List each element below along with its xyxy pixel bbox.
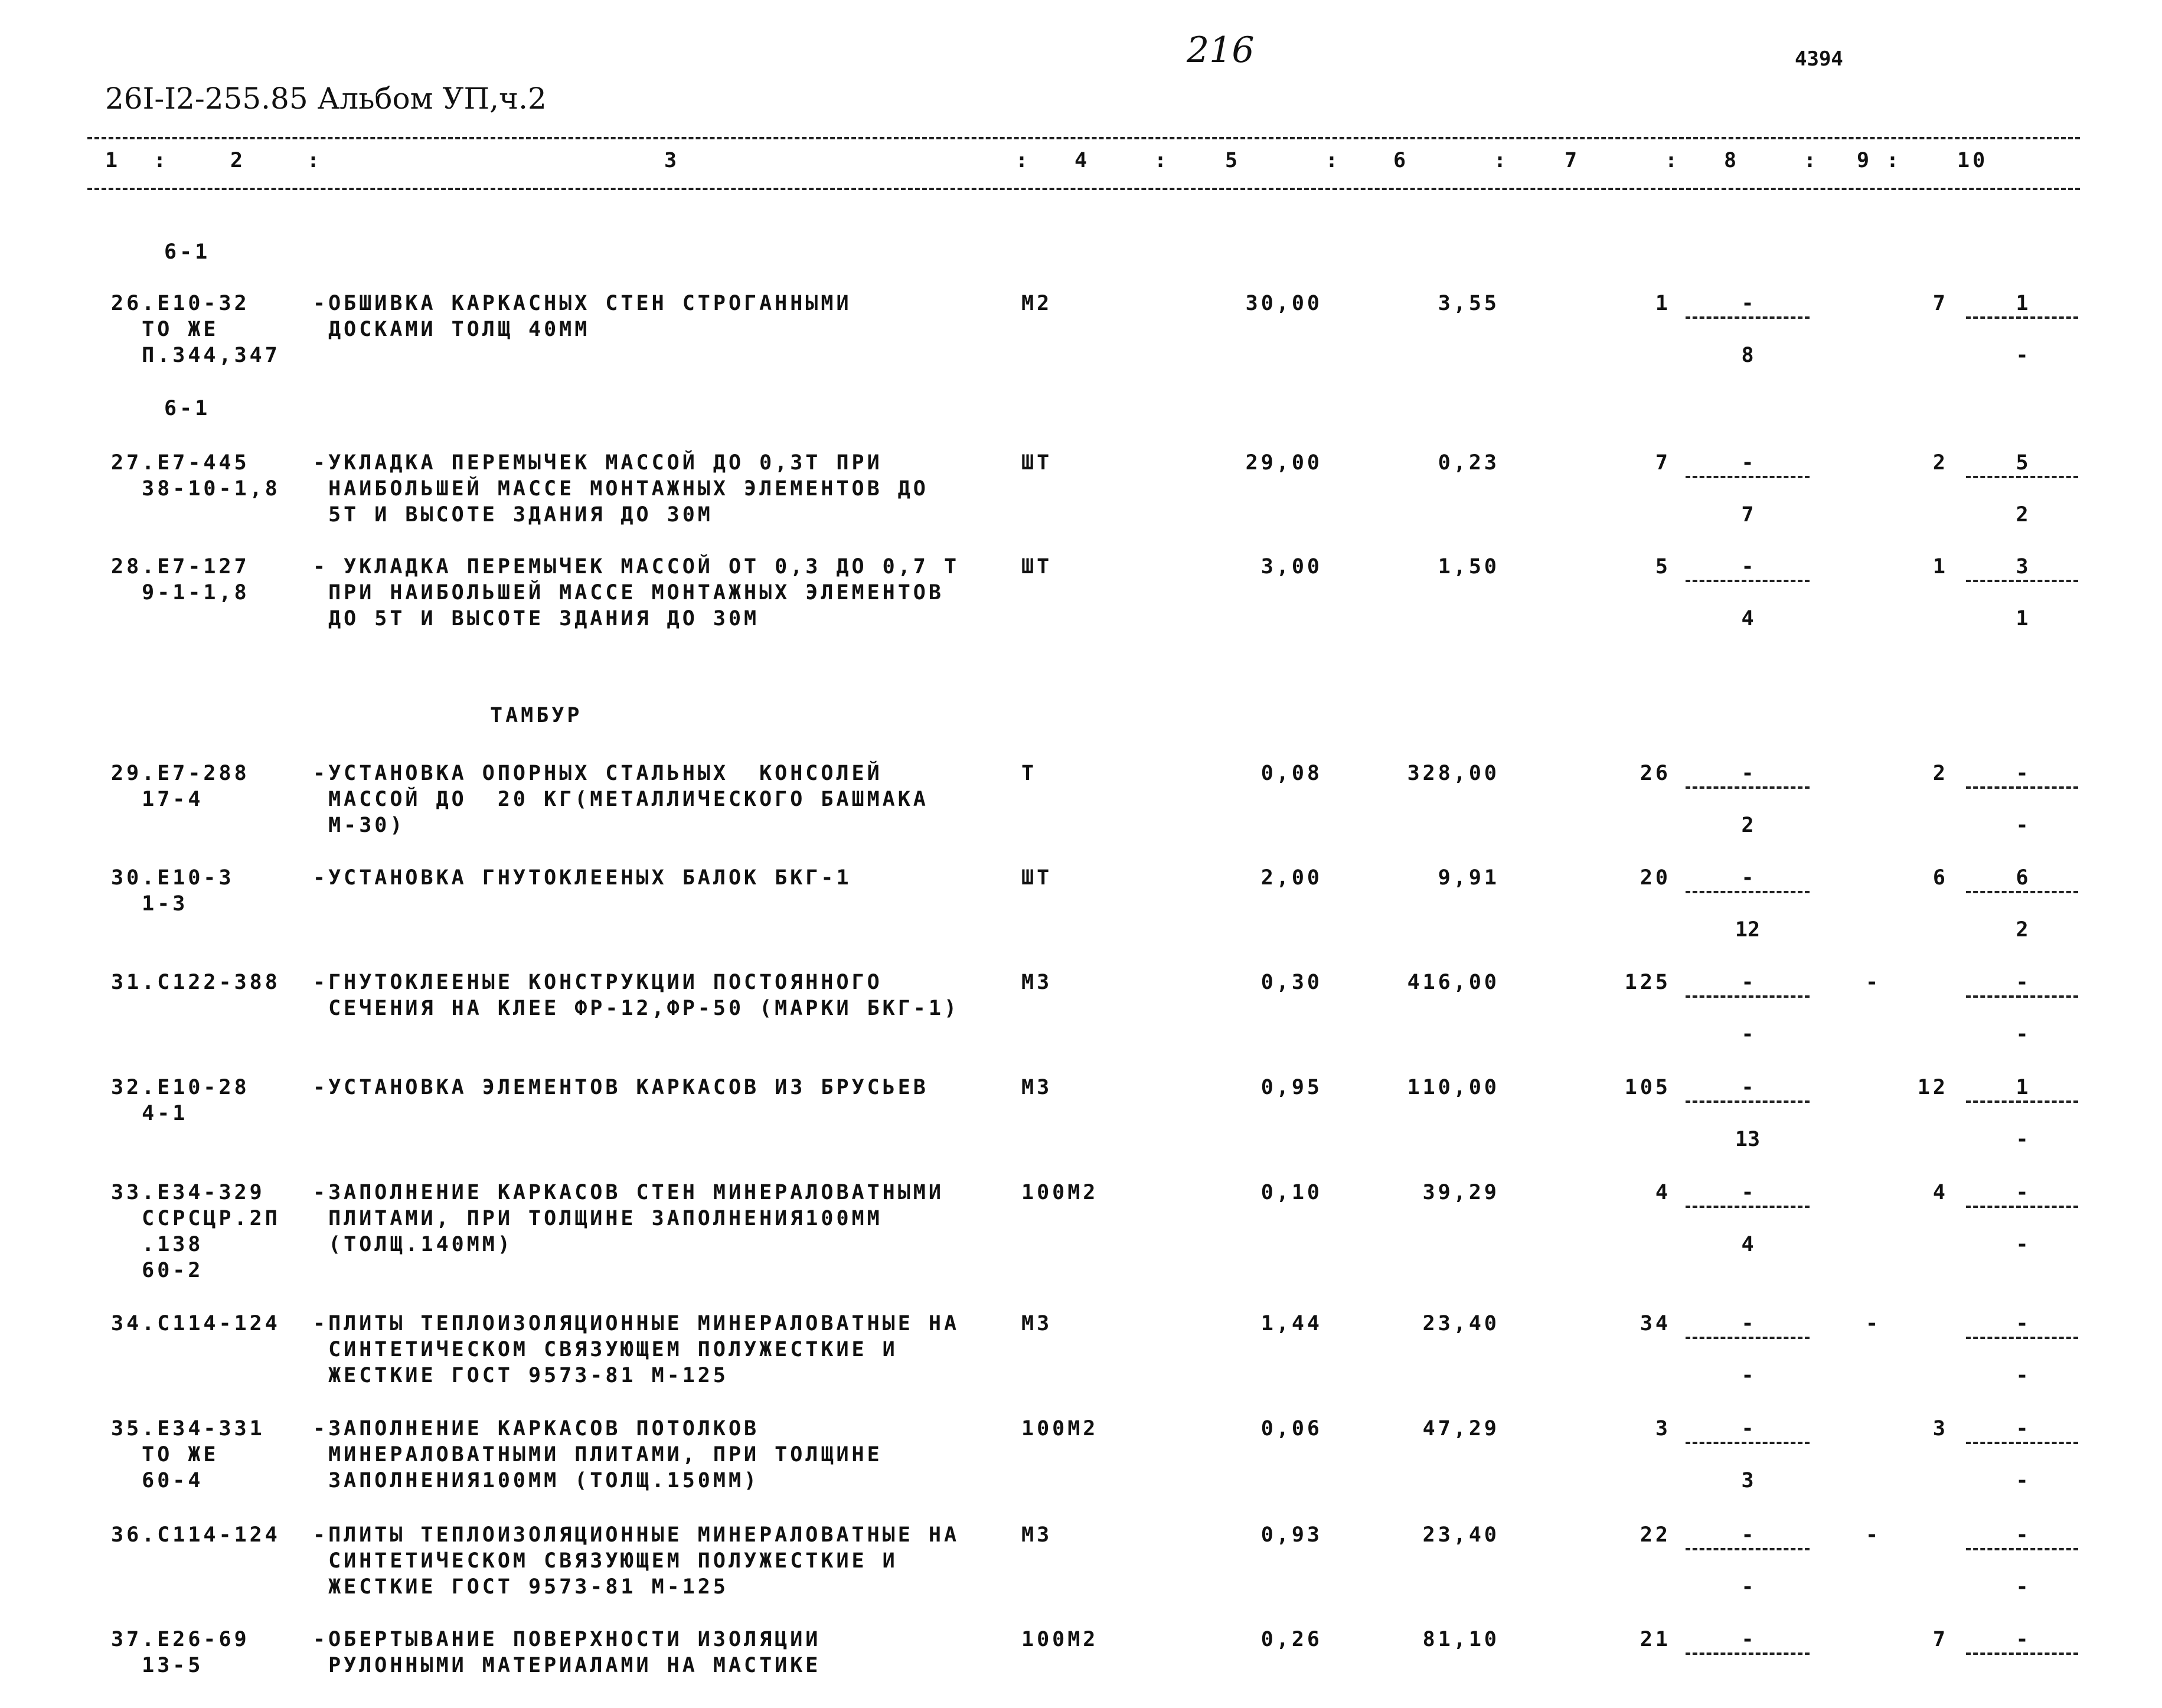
row-code: 31.С122-388: [111, 971, 280, 994]
row-col8-fraction: [1686, 290, 1810, 368]
row-col7: 22: [1640, 1523, 1671, 1547]
column-header-18: 10: [1957, 149, 1988, 172]
row-code: 30.Е10-3 1-3: [111, 866, 234, 916]
row-col8-top: -: [1741, 1523, 1754, 1547]
row-col7: 34: [1640, 1312, 1671, 1335]
row-col10-bar: [1966, 1653, 2078, 1655]
stamp-number: 4394: [1795, 47, 1843, 71]
row-col8-fraction: [1686, 1180, 1810, 1258]
row-col10-top: -: [2016, 1628, 2029, 1651]
row-col10-bottom: -: [2016, 814, 2029, 837]
row-col8-fraction: [1686, 1416, 1810, 1494]
row-col8-bar: [1686, 786, 1810, 789]
row-col8-bottom: -: [1741, 1575, 1754, 1599]
row-col10-top: 5: [2016, 451, 2029, 475]
row-quantity: 0,06: [1260, 1417, 1322, 1441]
row-col8-bottom: 4: [1741, 607, 1754, 631]
row-col8-bottom: 7: [1741, 503, 1754, 527]
row-col10-top: -: [2016, 1417, 2029, 1441]
row-col8-bar: [1686, 1206, 1810, 1208]
row-description: - УКЛАДКА ПЕРЕМЫЧЕК МАССОЙ ОТ 0,3 ДО 0,7 Т ПРИ НАИБОЛЬШЕЙ МАССЕ МОНТАЖНЫХ ЭЛЕМЕНТОВ ДО 5Т И ВЫСОТЕ ЗДАНИЯ ДО 30М: [313, 555, 960, 631]
row-col10-fraction: [1966, 760, 2078, 838]
column-header-1: :: [154, 149, 169, 172]
row-col8-top: -: [1741, 866, 1754, 890]
row-col10-top: 6: [2016, 866, 2029, 890]
row-col7: 105: [1624, 1076, 1671, 1099]
row-col10-bottom: -: [2016, 344, 2029, 367]
row-col10-fraction: [1966, 1180, 2078, 1258]
row-col7: 125: [1624, 971, 1671, 994]
row-unit: Т: [1021, 762, 1037, 785]
column-header-17: :: [1886, 149, 1902, 172]
row-code: 34.С114-124: [111, 1312, 280, 1335]
row-col8-fraction: [1686, 760, 1810, 838]
row-col10-left: 7: [1932, 1628, 1948, 1651]
row-col10-bottom: -: [2016, 1128, 2029, 1151]
row-col10-bar: [1966, 316, 2078, 319]
row-col8-fraction: [1686, 865, 1810, 943]
section-title: ТАМБУР: [490, 704, 583, 727]
row-col10-bar: [1966, 1548, 2078, 1550]
row-col10-bar: [1966, 1337, 2078, 1339]
row-col8-bottom: 3: [1741, 1469, 1754, 1493]
row-col8-bar: [1686, 995, 1810, 998]
row-col8-top: -: [1741, 971, 1754, 994]
row-unit-price: 9,91: [1438, 866, 1500, 890]
row-description: -УСТАНОВКА ОПОРНЫХ СТАЛЬНЫХ КОНСОЛЕЙ МАССОЙ ДО 20 КГ(МЕТАЛЛИЧЕСКОГО БАШМАКА М-30): [313, 762, 929, 837]
row-col8-bar: [1686, 580, 1810, 582]
row-col8-top: -: [1741, 1417, 1754, 1441]
row-code: 27.Е7-445 38-10-1,8: [111, 451, 280, 501]
row-col8-top: -: [1741, 1628, 1754, 1651]
row-col8-bar: [1686, 891, 1810, 893]
row-col8-bar: [1686, 1548, 1810, 1550]
row-quantity: 30,00: [1245, 292, 1322, 315]
row-col10-bottom: -: [2016, 1575, 2029, 1599]
row-col8-bottom: 8: [1741, 344, 1754, 367]
row-description: -ОБШИВКА КАРКАСНЫХ СТЕН СТРОГАННЫМИ ДОСКАМИ ТОЛЩ 40ММ: [313, 292, 852, 341]
row-col10-bar: [1966, 1442, 2078, 1444]
row-col8-top: -: [1741, 292, 1754, 315]
column-header-16: 9: [1857, 149, 1873, 172]
row-col10-bottom: 2: [2016, 503, 2029, 527]
row-code: 29.Е7-288 17-4: [111, 762, 250, 811]
row-col10-bottom: -: [2016, 1469, 2029, 1493]
row-description: -ГНУТОКЛЕЕНЫЕ КОНСТРУКЦИИ ПОСТОЯННОГО СЕЧЕНИЯ НА КЛЕЕ ФР-12,ФР-50 (МАРКИ БКГ-1): [313, 971, 960, 1020]
row-col10-fraction: [1966, 1627, 2078, 1678]
row-col8-bar: [1686, 316, 1810, 319]
row-quantity: 0,26: [1260, 1628, 1322, 1651]
row-col7: 26: [1640, 762, 1671, 785]
row-quantity: 0,30: [1260, 971, 1322, 994]
row-unit: 100М2: [1021, 1417, 1099, 1441]
column-header-0: 1: [105, 149, 121, 172]
row-col10-left: 2: [1932, 762, 1948, 785]
row-col10-bar: [1966, 1100, 2078, 1103]
row-col10-fraction: [1966, 1075, 2078, 1152]
row-col10-bar: [1966, 786, 2078, 789]
row-col10-bar: [1966, 580, 2078, 582]
row-col10-left: 1: [1932, 555, 1948, 579]
row-col10-fraction: [1966, 1522, 2078, 1600]
row-col10-bar: [1966, 1206, 2078, 1208]
row-col10-fraction: [1966, 554, 2078, 632]
row-unit-price: 23,40: [1422, 1312, 1500, 1335]
row-col8-fraction: [1686, 969, 1810, 1047]
row-code: 37.Е26-69 13-5: [111, 1628, 250, 1677]
column-header-8: 5: [1225, 149, 1241, 172]
row-col9: -: [1866, 1523, 1882, 1547]
column-header-6: 4: [1075, 149, 1090, 172]
row-col7: 3: [1655, 1417, 1671, 1441]
row-col10-fraction: [1966, 865, 2078, 943]
row-col10-fraction: [1966, 1311, 2078, 1389]
row-col7: 5: [1655, 555, 1671, 579]
row-unit: М3: [1021, 1312, 1053, 1335]
row-quantity: 0,95: [1260, 1076, 1322, 1099]
row-quantity: 0,93: [1260, 1523, 1322, 1547]
row-col8-top: -: [1741, 1076, 1754, 1099]
row-unit-price: 81,10: [1422, 1628, 1500, 1651]
row-col10-bottom: -: [2016, 1233, 2029, 1256]
row-unit-price: 23,40: [1422, 1523, 1500, 1547]
column-header-2: 2: [230, 149, 246, 172]
row-col8-fraction: [1686, 1075, 1810, 1152]
column-header-11: :: [1494, 149, 1510, 172]
row-unit-price: 110,00: [1407, 1076, 1500, 1099]
column-header-12: 7: [1565, 149, 1580, 172]
row-col7: 20: [1640, 866, 1671, 890]
row-col8-bottom: 12: [1735, 918, 1761, 942]
row-col10-bar: [1966, 476, 2078, 478]
row-unit-price: 328,00: [1407, 762, 1500, 785]
column-header-14: 8: [1724, 149, 1740, 172]
row-col10-left: 7: [1932, 292, 1948, 315]
row-code: 28.Е7-127 9-1-1,8: [111, 555, 250, 605]
row-unit-price: 1,50: [1438, 555, 1500, 579]
document-title: 26I-I2-255.85 Альбом УП,ч.2: [105, 81, 547, 116]
row-col8-fraction: [1686, 554, 1810, 632]
row-col10-bottom: 2: [2016, 918, 2029, 942]
column-header-4: 3: [664, 149, 680, 172]
row-description: -ПЛИТЫ ТЕПЛОИЗОЛЯЦИОННЫЕ МИНЕРАЛОВАТНЫЕ НА СИНТЕТИЧЕСКОМ СВЯЗУЮЩЕМ ПОЛУЖЕСТКИЕ И ЖЕСТКИЕ ГОСТ 9573-81 М-125: [313, 1312, 960, 1387]
row-col10-left: 4: [1932, 1181, 1948, 1204]
row-col10-top: 1: [2016, 1076, 2029, 1099]
row-code: 36.С114-124: [111, 1523, 280, 1547]
row-unit-price: 0,23: [1438, 451, 1500, 475]
header-bottom-rule: [87, 188, 2080, 190]
row-quantity: 0,10: [1260, 1181, 1322, 1204]
row-unit: ШТ: [1021, 451, 1053, 475]
handwritten-page-number: 216: [1187, 30, 1255, 71]
row-col10-top: 1: [2016, 292, 2029, 315]
row-unit: ШТ: [1021, 866, 1053, 890]
column-header-3: :: [307, 149, 323, 172]
row-unit-price: 47,29: [1422, 1417, 1500, 1441]
row-col8-bar: [1686, 1442, 1810, 1444]
column-header-9: :: [1325, 149, 1341, 172]
row-col8-bottom: 2: [1741, 814, 1754, 837]
column-header-13: :: [1665, 149, 1681, 172]
row-quantity: 29,00: [1245, 451, 1322, 475]
row-col10-left: 6: [1932, 866, 1948, 890]
row-col9: -: [1866, 1312, 1882, 1335]
column-header-7: :: [1154, 149, 1170, 172]
row-col7: 1: [1655, 292, 1671, 315]
row-col10-bar: [1966, 995, 2078, 998]
row-col8-bottom: -: [1741, 1364, 1754, 1387]
row-col10-top: -: [2016, 1312, 2029, 1335]
row-quantity: 2,00: [1260, 866, 1322, 890]
row-col10-left: 3: [1932, 1417, 1948, 1441]
row-col10-fraction: [1966, 969, 2078, 1047]
row-unit: 100М2: [1021, 1181, 1099, 1204]
row-col10-bar: [1966, 891, 2078, 893]
row-col8-fraction: [1686, 450, 1810, 528]
row-col8-bottom: 13: [1735, 1128, 1761, 1151]
row-col8-bottom: -: [1741, 1023, 1754, 1046]
row-col8-top: -: [1741, 451, 1754, 475]
row-col10-fraction: [1966, 450, 2078, 528]
row-unit: М2: [1021, 292, 1053, 315]
row-col8-bar: [1686, 476, 1810, 478]
row-col8-fraction: [1686, 1311, 1810, 1389]
row-col8-top: -: [1741, 555, 1754, 579]
row-description: -ЗАПОЛНЕНИЕ КАРКАСОВ ПОТОЛКОВ МИНЕРАЛОВАТНЫМИ ПЛИТАМИ, ПРИ ТОЛЩИНЕ ЗАПОЛНЕНИЯ100ММ (ТОЛЩ.150ММ): [313, 1417, 883, 1493]
row-col8-bar: [1686, 1653, 1810, 1655]
row-code: 26.Е10-32 ТО ЖЕ П.344,347: [111, 292, 280, 367]
row-col10-top: -: [2016, 762, 2029, 785]
row-unit: М3: [1021, 1076, 1053, 1099]
row-code: 32.Е10-28 4-1: [111, 1076, 250, 1125]
row-description: -ОБЕРТЫВАНИЕ ПОВЕРХНОСТИ ИЗОЛЯЦИИ РУЛОННЫМИ МАТЕРИАЛАМИ НА МАСТИКЕ: [313, 1628, 821, 1677]
row-description: -УКЛАДКА ПЕРЕМЫЧЕК МАССОЙ ДО 0,3Т ПРИ НАИБОЛЬШЕЙ МАССЕ МОНТАЖНЫХ ЭЛЕМЕНТОВ ДО 5Т И ВЫСОТЕ ЗДАНИЯ ДО 30М: [313, 451, 929, 527]
row-col7: 7: [1655, 451, 1671, 475]
row-quantity: 3,00: [1260, 555, 1322, 579]
row-description: -УСТАНОВКА ГНУТОКЛЕЕНЫХ БАЛОК БКГ-1: [313, 866, 852, 890]
row-col10-left: 2: [1932, 451, 1948, 475]
row-description: -ПЛИТЫ ТЕПЛОИЗОЛЯЦИОННЫЕ МИНЕРАЛОВАТНЫЕ НА СИНТЕТИЧЕСКОМ СВЯЗУЮЩЕМ ПОЛУЖЕСТКИЕ И ЖЕСТКИЕ ГОСТ 9573-81 М-125: [313, 1523, 960, 1599]
row-description: -УСТАНОВКА ЭЛЕМЕНТОВ КАРКАСОВ ИЗ БРУСЬЕВ: [313, 1076, 929, 1099]
row-code: 35.Е34-331 ТО ЖЕ 60-4: [111, 1417, 265, 1493]
row-col9: -: [1866, 971, 1882, 994]
row-col8-top: -: [1741, 1181, 1754, 1204]
column-header-5: :: [1015, 149, 1031, 172]
row-col8-fraction: [1686, 1627, 1810, 1678]
row-unit: М3: [1021, 971, 1053, 994]
row-col10-left: 12: [1917, 1076, 1948, 1099]
row-col7: 4: [1655, 1181, 1671, 1204]
row-col8-bar: [1686, 1337, 1810, 1339]
row-unit: ШТ: [1021, 555, 1053, 579]
column-header-15: :: [1804, 149, 1820, 172]
row-col10-top: -: [2016, 1181, 2029, 1204]
column-header-10: 6: [1393, 149, 1409, 172]
row-quantity: 0,08: [1260, 762, 1322, 785]
row-quantity: 1,44: [1260, 1312, 1322, 1335]
row-col8-bottom: 4: [1741, 1233, 1754, 1256]
row-col8-top: -: [1741, 762, 1754, 785]
row-col10-bottom: -: [2016, 1364, 2029, 1387]
row-col10-bottom: -: [2016, 1023, 2029, 1046]
row-unit-price: 3,55: [1438, 292, 1500, 315]
row-code: 33.Е34-329 ССРСЦР.2П .138 60-2: [111, 1181, 280, 1282]
row-col10-fraction: [1966, 290, 2078, 368]
row-col10-fraction: [1966, 1416, 2078, 1494]
row-col10-top: -: [2016, 971, 2029, 994]
row-col10-top: -: [2016, 1523, 2029, 1547]
row-unit: 100М2: [1021, 1628, 1099, 1651]
row-description: -ЗАПОЛНЕНИЕ КАРКАСОВ СТЕН МИНЕРАЛОВАТНЫМИ ПЛИТАМИ, ПРИ ТОЛЩИНЕ ЗАПОЛНЕНИЯ100ММ (ТОЛЩ.140ММ): [313, 1181, 944, 1256]
row-prefix: 6-1: [164, 397, 211, 420]
header-top-rule: [87, 137, 2080, 139]
row-col8-top: -: [1741, 1312, 1754, 1335]
row-unit: М3: [1021, 1523, 1053, 1547]
row-col8-fraction: [1686, 1522, 1810, 1600]
row-unit-price: 39,29: [1422, 1181, 1500, 1204]
row-col10-bottom: 1: [2016, 607, 2029, 631]
row-unit-price: 416,00: [1407, 971, 1500, 994]
row-col8-bar: [1686, 1100, 1810, 1103]
row-prefix: 6-1: [164, 240, 211, 264]
row-col10-top: 3: [2016, 555, 2029, 579]
row-col7: 21: [1640, 1628, 1671, 1651]
